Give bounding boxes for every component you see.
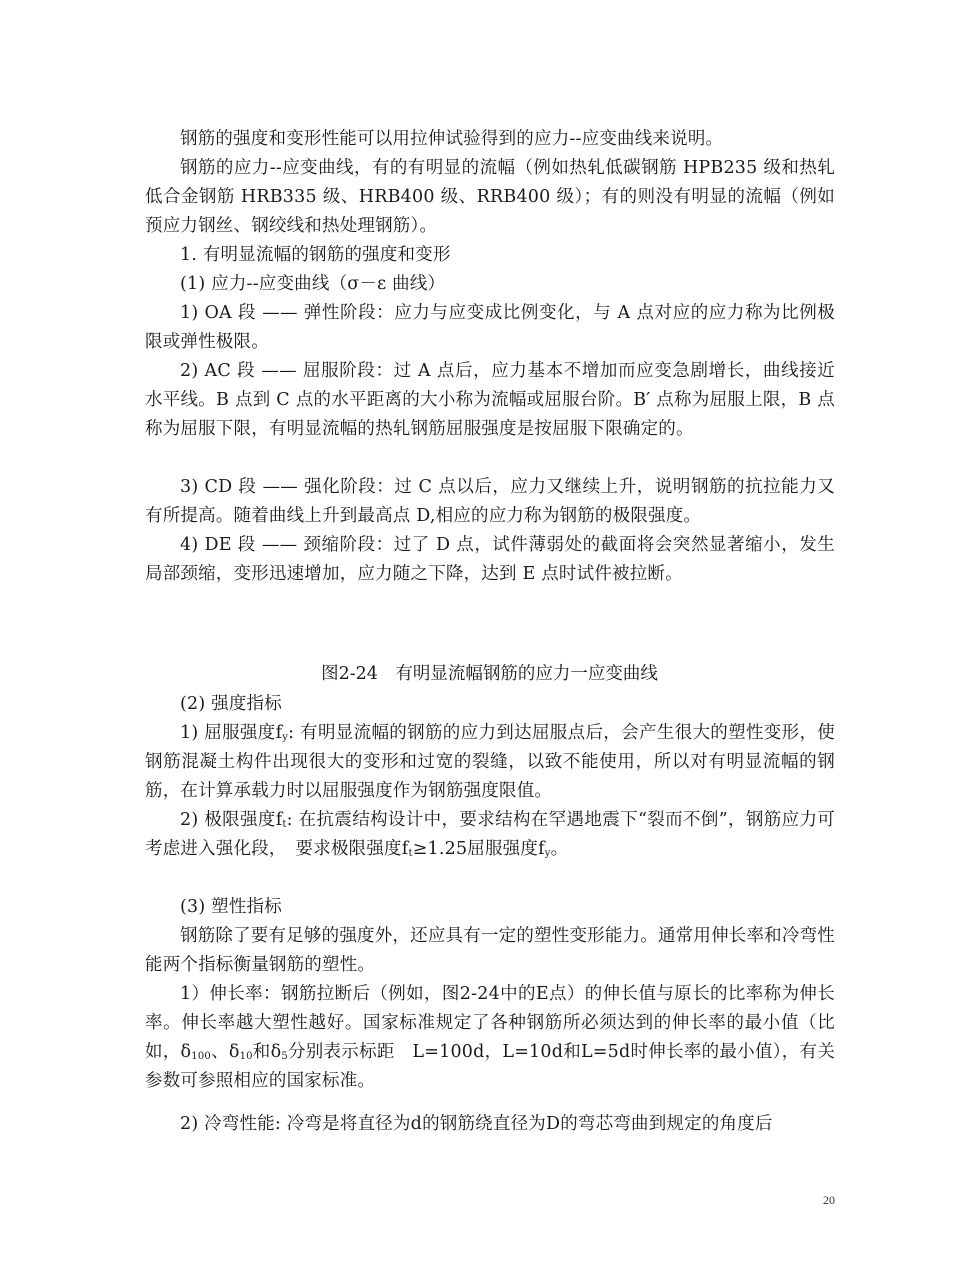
paragraph-elongation: 1）伸长率：钢筋拉断后（例如，图2-24中的E点）的伸长值与原长的比率称为伸长率。伸长率越大塑性越好。国家标准规定了各种钢筋所必须达到的伸长率的最小值（比如，$\delta_{100}$、$\delta_{10}$和$\delta_5$分别表示标距 L=100d，L=10d和L=5d时伸长率的最小值），有关参数可参照相应的国家标准。 — [145, 984, 836, 1091]
paragraph-plasticity-intro: 钢筋除了要有足够的强度外，还应具有一定的塑性变形能力。通常用伸长率和冷弯性能两个指标衡量钢筋的塑性。 — [145, 926, 835, 975]
subsection-heading: (1) 应力--应变曲线（σ－ε 曲线） — [180, 274, 446, 294]
plasticity-heading: (3) 塑性指标 — [180, 897, 282, 917]
figure-caption: 图2-24 有明显流幅钢筋的应力一应变曲线 — [321, 664, 658, 684]
paragraph-cold-bending: 2) 冷弯性能: 冷弯是将直径为d的钢筋绕直径为D的弯芯弯曲到规定的角度后 — [180, 1114, 773, 1134]
paragraph-curve-types: 钢筋的应力--应变曲线，有的有明显的流幅（例如热轧低碳钢筋 HPB235 级和热轧低合金钢筋 HRB335 级、HRB400 级、RRB400 级）；有的则没有明显的流幅（例如预应力钢丝、钢绞线和热处理钢筋）。 — [145, 158, 835, 236]
page-number: 20 — [823, 1193, 835, 1207]
strength-heading: (2) 强度指标 — [180, 694, 282, 714]
paragraph-oa-stage: 1) OA 段 —— 弹性阶段：应力与应变成比例变化，与 A 点对应的应力称为比例极限或弹性极限。 — [145, 303, 835, 352]
paragraph-ac-stage: 2) AC 段 —— 屈服阶段：过 A 点后，应力基本不增加而应变急剧增长，曲线接近水平线。B 点到 C 点的水平距离的大小称为流幅或屈服台阶。B′ 点称为屈服上限，B 点称为屈服下限，有明显流幅的热轧钢筋屈服强度是按屈服下限确定的。 — [145, 361, 835, 439]
section-heading: 1. 有明显流幅的钢筋的强度和变形 — [180, 245, 451, 265]
paragraph-de-stage: 4) DE 段 —— 颈缩阶段：过了 D 点，试件薄弱处的截面将会突然显著缩小，发生局部颈缩，变形迅速增加，应力随之下降，达到 E 点时试件被拉断。 — [145, 535, 835, 584]
paragraph-yield-strength: 1) 屈服强度$f_y$: 有明显流幅的钢筋的应力到达屈服点后，会产生很大的塑性变形，使钢筋混凝土构件出现很大的变形和过宽的裂缝，以致不能使用，所以对有明显流幅的钢筋，在计算承载力时以屈服强度作为钢筋强度限值。 — [145, 723, 836, 801]
paragraph-intro: 钢筋的强度和变形性能可以用拉伸试验得到的应力--应变曲线来说明。 — [180, 129, 724, 149]
paragraph-ultimate-strength: 2) 极限强度$f_t$: 在抗震结构设计中，要求结构在罕遇地震下“裂而不倒”，钢筋应力可考虑进入强化段， 要求极限强度$f_t\ge 1.25$屈服强度$f_y$。 — [145, 810, 835, 859]
paragraph-cd-stage: 3) CD 段 —— 强化阶段：过 C 点以后，应力又继续上升，说明钢筋的抗拉能力又有所提高。随着曲线上升到最高点 D,相应的应力称为钢筋的极限强度。 — [145, 477, 835, 526]
